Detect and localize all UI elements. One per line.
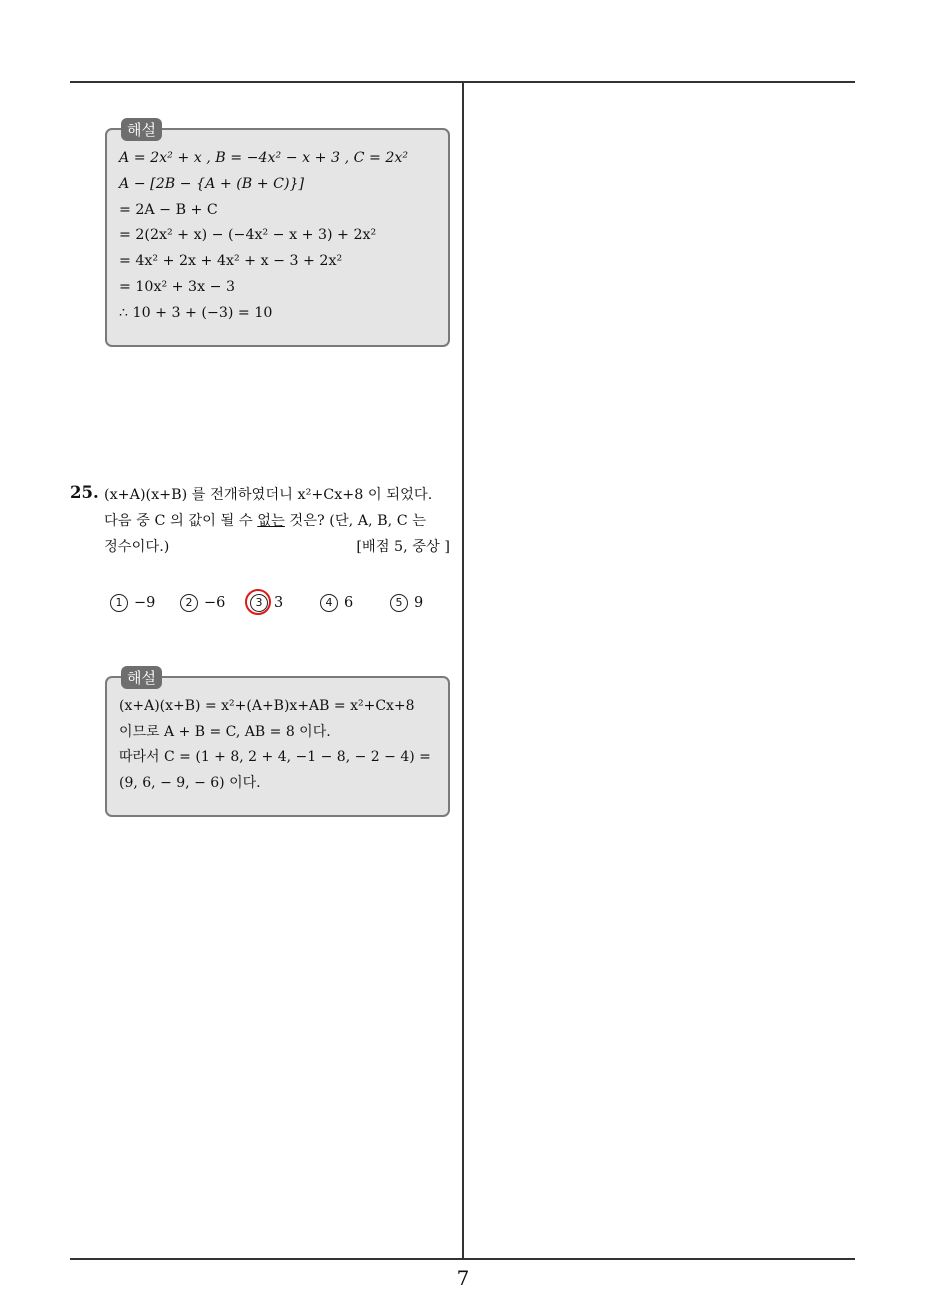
question-number: 25. <box>70 483 99 502</box>
solution-box-2 <box>105 669 450 817</box>
solution-box-1 <box>105 121 450 347</box>
choice-number-mark: 4 <box>320 594 338 612</box>
question-line-2-text: 것은? (단, A, B, C 는 <box>284 513 427 529</box>
question-line-3: 정수이다.) <box>104 539 170 555</box>
solution-line: 따라서 C = (1 + 8, 2 + 4, −1 − 8, − 2 − 4) = <box>119 749 431 766</box>
solution-line: A = 2x² + x , B = −4x² − x + 3 , C = 2x² <box>119 150 409 166</box>
score-difficulty: [배점 5, 중상 ] <box>356 539 450 555</box>
choice-value: 3 <box>274 595 284 611</box>
solution-line: = 2(2x² + x) − (−4x² − x + 3) + 2x² <box>119 227 377 244</box>
solution-line: = 4x² + 2x + 4x² + x − 3 + 2x² <box>119 253 343 270</box>
solution-line: = 10x² + 3x − 3 <box>119 278 236 295</box>
solution-line: (9, 6, − 9, − 6) 이다. <box>119 774 261 791</box>
emphasis-text: 없는 <box>257 513 285 529</box>
solution-line: A − [2B − {A + (B + C)}] <box>119 175 305 192</box>
solution-line: ∴ 10 + 3 + (−3) = 10 <box>119 304 273 321</box>
question-line-1: (x+A)(x+B) 를 전개하였더니 x²+Cx+8 이 되었다. <box>104 487 433 503</box>
solution-line: = 2A − B + C <box>119 201 218 218</box>
page-number: 7 <box>456 1266 470 1290</box>
choice-1[interactable] <box>110 594 155 612</box>
bottom-rule <box>70 1258 855 1260</box>
choice-5[interactable] <box>390 594 423 612</box>
solution-line: (x+A)(x+B) = x²+(A+B)x+AB = x²+Cx+8 <box>119 698 415 714</box>
choice-number-mark: 1 <box>110 594 128 612</box>
choice-number-mark: 3 <box>250 594 268 612</box>
column-divider <box>462 82 464 1259</box>
choice-value: 6 <box>344 595 354 611</box>
solution-tag: 해설 <box>121 666 162 689</box>
question-line-2-text: 다음 중 C 의 값이 될 수 <box>104 513 258 529</box>
choice-value: 9 <box>414 595 424 611</box>
choice-2[interactable] <box>180 594 225 612</box>
answer-circle-mark <box>245 589 271 615</box>
solution-line: 이므로 A + B = C, AB = 8 이다. <box>119 723 331 740</box>
choice-4[interactable] <box>320 594 353 612</box>
choice-value: −9 <box>134 595 156 611</box>
choice-number-mark: 2 <box>180 594 198 612</box>
question-line-2 <box>104 510 454 530</box>
choice-value: −6 <box>204 595 226 611</box>
choice-number-mark: 5 <box>390 594 408 612</box>
solution-tag: 해설 <box>121 118 162 141</box>
